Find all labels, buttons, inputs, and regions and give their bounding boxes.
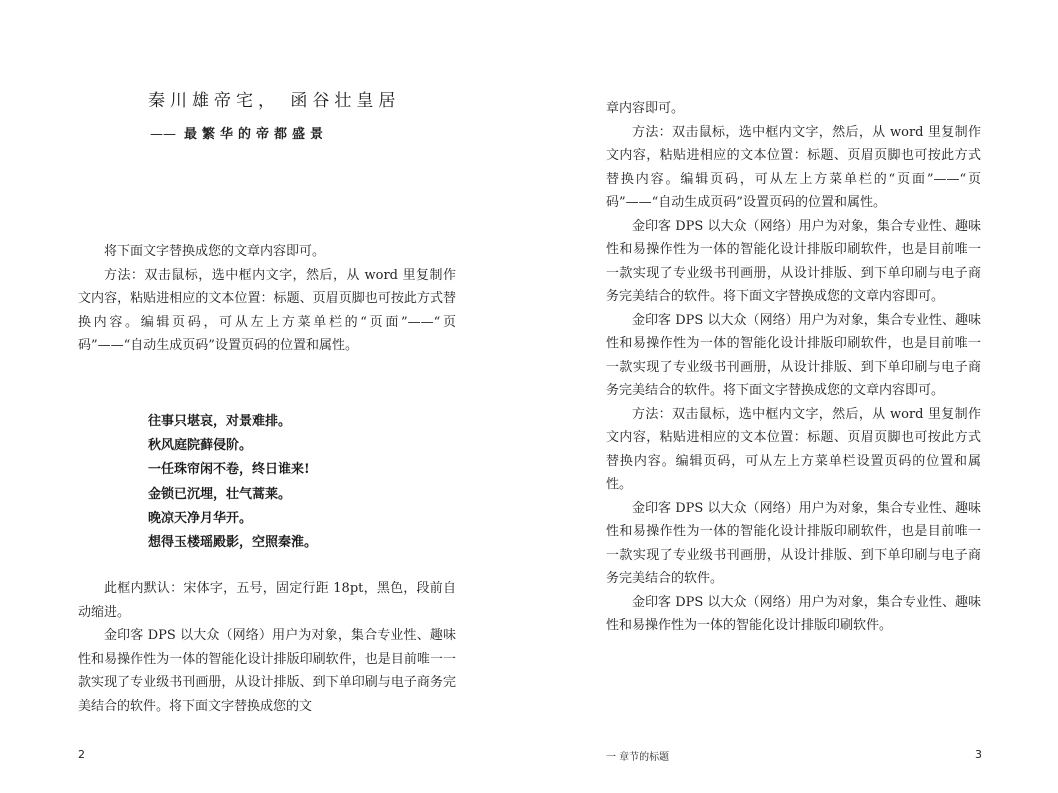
page-number: 2 (78, 748, 85, 761)
paragraph: 金印客 DPS 以大众（网络）用户为对象，集合专业性、趣味性和易操作性为一体的智能化设计排版印刷软件，也是目前唯一一款实现了专业级书刊画册，从设计排版、到下单印刷与电子商务完美结合的软件。 (606, 500, 981, 586)
paragraph: 方法：双击鼠标，选中框内文字，然后，从 word 里复制作文内容，粘贴进相应的文本位置：标题、页眉页脚也可按此方式替换内容。编辑页码，可从左上方菜单栏设置页码的位置和属性。 (606, 406, 981, 492)
poem-line: 往事只堪哀，对景难排。 (148, 414, 292, 429)
poem-line: 金锁已沉埋，壮气蒿莱。 (148, 486, 292, 502)
chapter-subtitle (150, 123, 328, 142)
paragraph: 将下面文字替换成您的文章内容即可。 (104, 244, 326, 259)
subtitle-text: 最繁华的帝都盛景 (184, 127, 329, 142)
paragraph: 金印客 DPS 以大众（网络）用户为对象，集合专业性、趣味性和易操作性为一体的智能化设计排版印刷软件，也是目前唯一一款实现了专业级书刊画册，从设计排版、到下单印刷与电子商务完美结合的软件。将下面文字替换成您的文章内容即可。 (606, 218, 981, 304)
body-text-block (78, 577, 456, 718)
subtitle-dash: —— (150, 127, 176, 142)
paragraph: 章内容即可。 (606, 101, 685, 116)
intro-text-block (78, 240, 456, 358)
right-page (529, 0, 1058, 793)
paragraph: 方法：双击鼠标，选中框内文字，然后，从 word 里复制作文内容，粘贴进相应的文本位置：标题、页眉页脚也可按此方式替换内容。编辑页码，可从左上方菜单栏的“页面”——“页码”——“自动生成页码”设置页码的位置和属性。 (78, 267, 456, 353)
right-text-block (606, 97, 981, 638)
poem-line: 秋风庭院藓侵阶。 (148, 438, 253, 454)
paragraph: 金印客 DPS 以大众（网络）用户为对象，集合专业性、趣味性和易操作性为一体的智能化设计排版印刷软件，也是目前唯一一款实现了专业级书刊画册，从设计排版、到下单印刷与电子商务完美结合的软件。将下面文字替换成您的文 (78, 628, 456, 714)
paragraph: 金印客 DPS 以大众（网络）用户为对象，集合专业性、趣味性和易操作性为一体的智能化设计排版印刷软件，也是目前唯一一款实现了专业级书刊画册，从设计排版、到下单印刷与电子商务完美结合的软件。将下面文字替换成您的文章内容即可。 (606, 312, 981, 398)
chapter-title: 秦川雄帝宅， 函谷壮皇居 (148, 91, 401, 111)
paragraph: 此框内默认：宋体字，五号，固定行距 18pt，黑色，段前自动缩进。 (78, 581, 456, 620)
poem-block (148, 410, 317, 555)
running-footer-chapter-title: 一 章节的标题 (606, 752, 670, 763)
paragraph: 金印客 DPS 以大众（网络）用户为对象，集合专业性、趣味性和易操作性为一体的智能化设计排版印刷软件。 (606, 594, 981, 633)
poem-line: 想得玉楼瑶殿影，空照秦淮。 (148, 535, 318, 551)
poem-line: 晚凉天净月华开。 (148, 510, 253, 526)
paragraph: 方法：双击鼠标，选中框内文字，然后，从 word 里复制作文内容，粘贴进相应的文本位置：标题、页眉页脚也可按此方式替换内容。编辑页码，可从左上方菜单栏的“页面”——“页码”——“自动生成页码”设置页码的位置和属性。 (606, 124, 981, 210)
poem-line: 一任珠帘闲不卷，终日谁来! (148, 462, 310, 478)
page-number: 3 (975, 748, 982, 761)
